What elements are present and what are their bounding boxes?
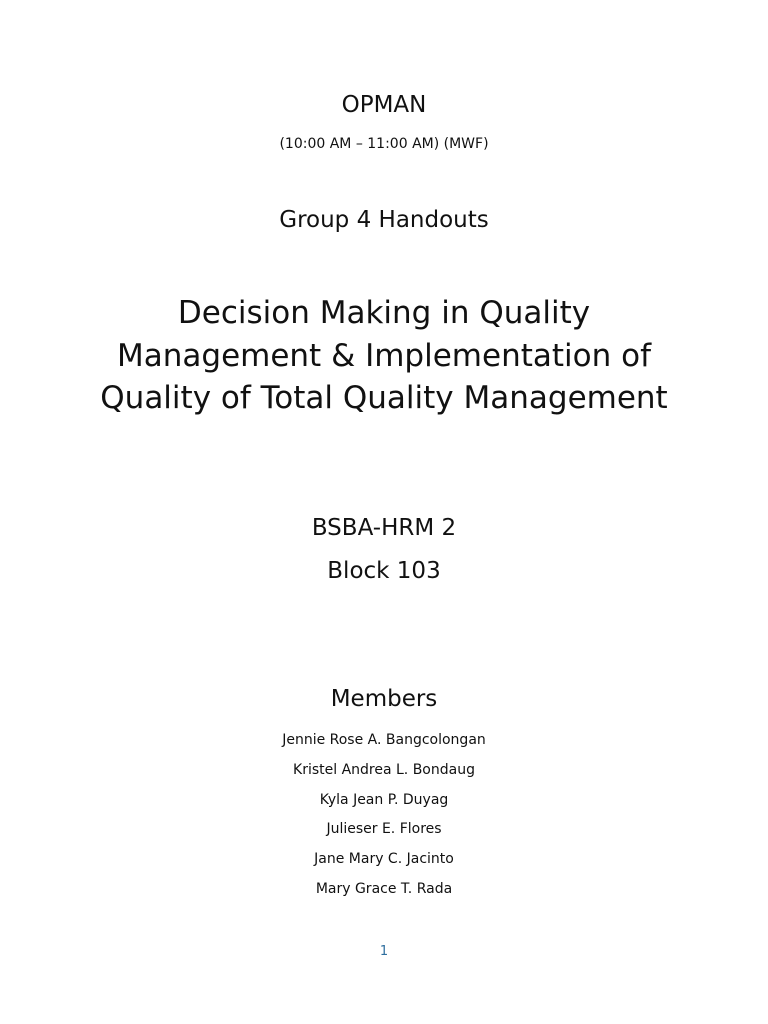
member-name: Jane Mary C. Jacinto bbox=[314, 851, 454, 868]
member-name: Jennie Rose A. Bangcolongan bbox=[282, 732, 486, 748]
members-list bbox=[0, 730, 768, 909]
members-heading: Members bbox=[330, 686, 438, 712]
program-label: BSBA-HRM 2 bbox=[311, 515, 457, 541]
block-label: Block 103 bbox=[327, 558, 441, 584]
course-code: OPMAN bbox=[341, 92, 427, 118]
group-label: Group 4 Handouts bbox=[279, 207, 489, 233]
member-name: Mary Grace T. Rada bbox=[315, 880, 453, 897]
class-schedule: (10:00 AM – 11:00 AM) (MWF) bbox=[279, 136, 489, 152]
member-name: Kristel Andrea L. Bondaug bbox=[293, 761, 475, 778]
member-name: Julieser E. Flores bbox=[326, 821, 442, 838]
document-title: Decision Making in Quality Management & Implementation of Quality of Total Quality Management bbox=[100, 295, 668, 416]
member-name: Kyla Jean P. Duyag bbox=[319, 791, 449, 808]
page-number: 1 bbox=[379, 944, 389, 959]
